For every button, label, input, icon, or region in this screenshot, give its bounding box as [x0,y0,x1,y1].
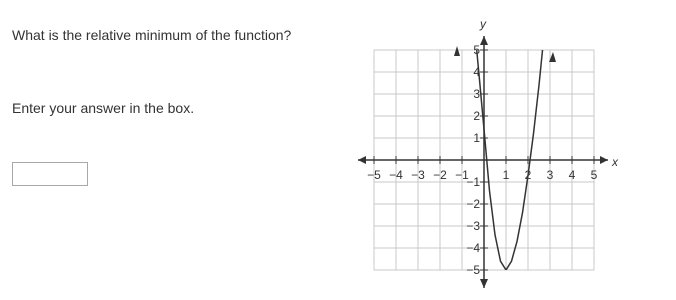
x-tick-label: 4 [568,168,576,182]
y-tick-label: 5 [473,43,480,57]
curve [476,0,566,270]
y-tick-label: −4 [466,241,480,255]
tick-labels [367,17,619,277]
function-curve [476,0,566,270]
y-tick-label: 1 [473,131,480,145]
x-axis-label: x [612,155,618,169]
y-tick-label: 4 [473,65,480,79]
x-tick-label: 5 [590,168,598,182]
y-tick-label: −5 [466,263,480,277]
x-tick-label: 3 [546,168,554,182]
y-tick-label: −1 [466,175,480,189]
x-axis-arrow-right [600,156,608,164]
x-tick-label: 1 [502,168,510,182]
y-tick-label: 3 [473,87,480,101]
curve-arrow-left [454,46,460,56]
x-tick-label: −1 [455,168,469,182]
y-tick-label: −2 [466,197,480,211]
x-tick-label: −4 [389,168,403,182]
x-axis-arrow-left [358,156,366,164]
y-axis-arrow-up [480,36,488,45]
y-tick-label: −3 [466,219,480,233]
x-tick-label: −5 [367,168,381,182]
y-axis-arrow-down [480,279,488,288]
x-tick-label: −2 [433,168,447,182]
y-axis-label: y [480,17,486,31]
y-tick-label: 2 [473,109,480,123]
x-tick-label: 2 [524,168,532,182]
question-text: What is the relative minimum of the function? [12,27,292,43]
instruction-text: Enter your answer in the box. [12,100,195,116]
x-tick-label: −3 [411,168,425,182]
